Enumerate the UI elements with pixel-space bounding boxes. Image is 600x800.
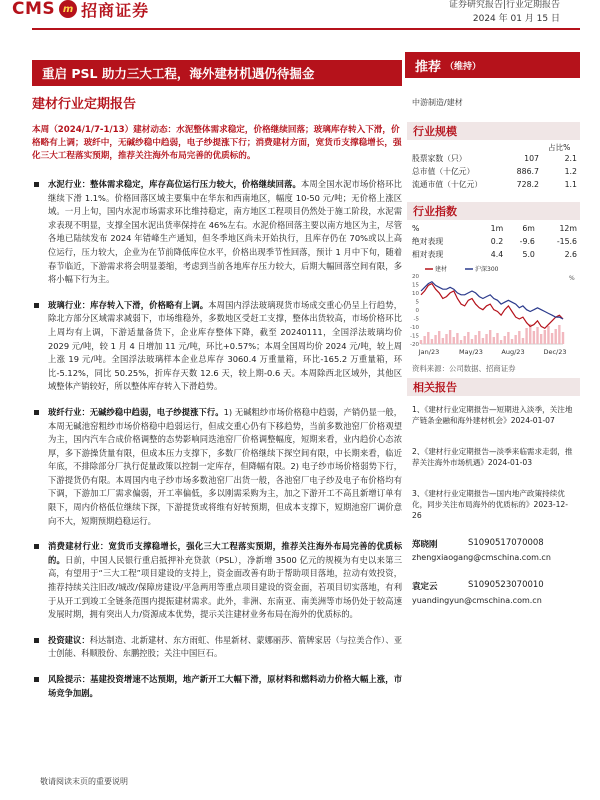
analyst-1-name: 郑晓刚: [412, 540, 438, 550]
scale-unit: 占比%: [548, 143, 571, 152]
volume-bar: [522, 338, 524, 344]
paragraph-glass: 玻璃行业：库存转入下滑，价格略有上调。本周国内浮法玻璃现货市场成交重心仍呈上行趋势，除北方部分区域需求减弱下，市场维稳外，多数地区受赶工支撑，整体出货较高，市场价格环比上周均有上调，下游适量备货下，企业库存整体下降，截至 20240111，全国浮法玻璃均价 2029 元/吨，较 1 月 4 日增加 11 元/吨，环比+0.57%；本周全国周均价 2024 元/吨，较上周上涨 19 元/吨。全国浮法玻璃样本企业总库存 3060.4 万重量箱，环比-165.2 万重量箱，环比-5.12%，同比 50.25%，折库存天数 12.6 天，较上期-0.6 天。本周除西北区域外，其他区域整体产销较好，所以整体库存转入下滑趋势。: [34, 299, 402, 394]
volume-bar: [467, 332, 469, 344]
volume-bar: [514, 335, 516, 344]
bullet-icon: [34, 182, 39, 187]
volume-bar: [558, 325, 560, 344]
volume-bar: [507, 332, 509, 344]
volume-bar: [449, 330, 451, 344]
volume-bar: [562, 332, 564, 344]
volume-bar: [445, 334, 447, 344]
volume-bar: [525, 328, 527, 344]
volume-bar: [504, 336, 506, 344]
volume-bar: [434, 335, 436, 344]
volume-bar: [496, 333, 498, 344]
volume-bar: [547, 326, 549, 344]
series-line-2: [421, 282, 563, 319]
volume-bar: [420, 340, 422, 344]
paragraph-risk: 风险提示：基建投资增速不达预期，地产新开工大幅下滑，原材料和燃料动力价格大幅上涨，市场竞争加剧。: [34, 673, 402, 700]
section-index: 行业指数: [407, 202, 580, 220]
volume-bar: [485, 334, 487, 344]
y-tick-label: -20: [410, 342, 419, 348]
volume-bar: [500, 340, 502, 344]
header-divider: [32, 28, 580, 30]
paragraph-fiberglass: 玻纤行业：无碱纱稳中趋弱，电子纱提涨下行。1) 无碱粗纱市场价格稳中趋弱，产销仍显一般，本周无碱池窑粗纱市场价格稳中趋弱运行，但成交重心仍有下移趋势，当前多数池窑厂价格观望为主，国内汽车合成价格调整的态势影响同迭池窑厂价格调整幅度，短期来看，业内趋价心态浓厚，多下游操货量有限，但成本压力支撑下，多数厂价格继续下探空间有限，中长期来看，临近年底，不排除部分厂执行促量政策以控制一定库存，但降幅有限。2) 电子纱市场价格弱势下行，下游提货仍有限。本周国内电子纱市场多数池窑厂出货一般，各池窑厂电子纱及电子布价格均有下调，下游加工厂需求偏弱，开工率偏低，多以刚需采购为主，加之下游开工不高且新增订单有限下，周内价格低位继续下探，下游提货或将维有好转预期，但成本支撑下，短期池窑厂调价意向不大，短期预期趋稳运行。: [34, 406, 402, 528]
volume-bar: [493, 337, 495, 344]
volume-bar: [438, 331, 440, 344]
logo-text-cn: 招商证券: [81, 0, 150, 20]
footer-disclaimer: 敬请阅读末页的重要说明: [40, 777, 128, 786]
y-tick-label: -10: [410, 325, 419, 331]
y-tick-label: 15: [412, 282, 419, 289]
volume-bar: [511, 339, 513, 344]
legend-label-1: 建材: [435, 266, 448, 273]
rating-badge: [405, 52, 580, 78]
bullet-icon: [34, 544, 39, 549]
analyst-2-id: S1090523070010: [468, 580, 544, 590]
related-report-3[interactable]: 3、《建材行业定期报告—国内地产政策持续优化，同步关注布局海外的优质标的》2023-12-26: [412, 489, 568, 520]
volume-bar: [456, 333, 458, 344]
industry-tag: 中游制造/建材: [412, 98, 463, 107]
volume-bar: [453, 337, 455, 344]
volume-bar: [478, 331, 480, 344]
x-tick-label: Dec/23: [543, 348, 567, 356]
summary-text: 本周（2024/1/7-1/13）建材动态：水泥整体需求稳定，价格继续回落；玻璃库存转入下滑，价格略有上调；玻纤中，无碱纱稳中趋弱，电子纱提涨下行；消费建材方面，宽货币支撑稳增长，强化三大工程落实预期，推荐关注海外布局完善的优质标的。: [32, 125, 402, 162]
analyst-2-name: 袁定云: [412, 582, 438, 592]
volume-bar: [544, 330, 546, 344]
logo-emblem-icon: m: [59, 0, 77, 18]
paragraph-investment: 投资建议：科达制造、北新建材、东方雨虹、伟星新材、蒙娜丽莎、箭牌家居（与拉美合作）、亚士创能、科顺股份、东鹏控股；关注中国巨石。: [34, 634, 402, 661]
y-tick-label: 20: [412, 274, 419, 280]
volume-bar: [518, 331, 520, 344]
x-tick-label: Jan/23: [418, 348, 440, 356]
y-tick-label: -15: [410, 333, 419, 340]
bullet-icon: [34, 303, 39, 308]
volume-bar: [471, 339, 473, 344]
volume-bar: [540, 334, 542, 344]
x-tick-label: Aug/23: [501, 348, 525, 356]
y-tick-label: -5: [413, 316, 419, 323]
table-row: 相对表现 4.4 5.0 2.6: [412, 250, 577, 259]
volume-bar: [442, 338, 444, 344]
body-column: [34, 178, 402, 712]
x-tick-label: May/23: [459, 348, 483, 356]
volume-bar: [555, 329, 557, 344]
volume-bar: [533, 331, 535, 344]
paragraph-cement: 水泥行业：整体需求稳定，库存高位运行压力较大，价格继续回落。本周全国水泥市场价格环比继续下滑 1.1%。价格回落区域主要集中在华东和西南地区，幅度 10-50 元/吨；无价格上涨区域。一月上旬，国内水泥市场需求环比维持稳定，南方地区工程项目仍然处于施工阶段，水泥需求表现不明显，支撑全国水泥出货率保持在 46%左右。水泥价格回落主要以南方地区为主，尽管各地已陆续发布 2024 年错峰生产通知，但冬季地区尚未开始执行，且库存仍在 70%或以上高位运行，压力较大，企业为在节前降低库位水平，价格出现季节性回落，预计 1 月中下旬，随着春节临近，下游需求将会明显萎缩，考虑到当前各地库存压力较大，后期大幅回落空间有限，多将小幅下行为主。: [34, 178, 402, 287]
report-title: 重启 PSL 助力三大工程，海外建材机遇仍待掘金: [32, 60, 402, 86]
scale-table: [412, 152, 577, 191]
volume-bar: [474, 335, 476, 344]
table-row: 股票家数（只） 107 2.1: [412, 154, 577, 163]
index-chart: [407, 262, 580, 362]
report-subtitle: 建材行业定期报告: [32, 97, 137, 112]
analyst-2-email[interactable]: yuandingyun@cmschina.com.cn: [412, 596, 542, 605]
rating-note: （维持）: [445, 61, 482, 72]
volume-bar: [536, 327, 538, 344]
table-row: 绝对表现 0.2 -9.6 -15.6: [412, 237, 577, 246]
section-scale: 行业规模: [407, 122, 580, 140]
table-header-row: % 1m 6m 12m: [412, 224, 577, 233]
y-tick-label: 0: [415, 308, 419, 314]
performance-table: [412, 222, 577, 261]
volume-bar: [463, 336, 465, 344]
logo-text-en: CMS: [12, 0, 56, 19]
rating-label: 推荐: [415, 59, 442, 75]
volume-bar: [551, 333, 553, 344]
volume-bar: [427, 332, 429, 344]
y-tick-label: 10: [412, 291, 419, 297]
related-report-1[interactable]: 1、《建材行业定期报告—短期进入淡季，关注地产链条金融和海外建材机会》2024-01-07: [412, 405, 573, 425]
volume-bar: [431, 339, 433, 344]
legend-label-2: 沪深300: [475, 266, 499, 273]
related-report-2[interactable]: 2、《建材行业定期报告—淡季来临需求走弱，推荐关注海外市场机遇》2024-01-03: [412, 447, 573, 467]
y-tick-label: 5: [415, 299, 419, 306]
y-unit-label: %: [569, 275, 575, 282]
company-logo: [12, 0, 149, 18]
bullet-icon: [34, 677, 39, 682]
series-line-1: [421, 284, 563, 329]
table-row: 总市值（十亿元） 886.7 1.2: [412, 167, 577, 176]
volume-bar: [482, 338, 484, 344]
bullet-icon: [34, 638, 39, 643]
analyst-1-email[interactable]: zhengxiaogang@cmschina.com.cn: [412, 553, 551, 562]
paragraph-consumer-materials: 消费建材行业：宽货币支撑稳增长，强化三大工程落实预期，推荐关注海外布局完善的优质标的。日前，中国人民银行重启抵押补充贷款（PSL），净新增 3500 亿元的规模为有史以来第三高，有望用于“三大工程”项目建设的支持上，资金面改善有助于帮助项目落地，拉动有效投资，推荐持续关注旧改/城改/保障房建设/平急两用等重点项目建设的资金面，若项目切实落地，有利于从开工到竣工全链条范围内提振建材需求。此外，非洲、东南亚、南美洲等市场仍处于较高速发展时期，拥有突出人力/资源成本优势，提示关注建材业务布局在海外的优质标的。: [34, 540, 402, 622]
analyst-1-id: S1090517070008: [468, 538, 544, 548]
volume-bar: [460, 340, 462, 344]
volume-bar: [489, 330, 491, 344]
report-type: 证券研究报告|行业定期报告: [448, 0, 560, 10]
chart-source: 资料来源：公司数据、招商证券: [412, 364, 516, 373]
report-date: 2024 年 01 月 15 日: [472, 14, 560, 24]
table-row: 流通市值（十亿元） 728.2 1.1: [412, 180, 577, 189]
bullet-icon: [34, 410, 39, 415]
volume-bar: [423, 336, 425, 344]
section-related: 相关报告: [407, 378, 580, 396]
